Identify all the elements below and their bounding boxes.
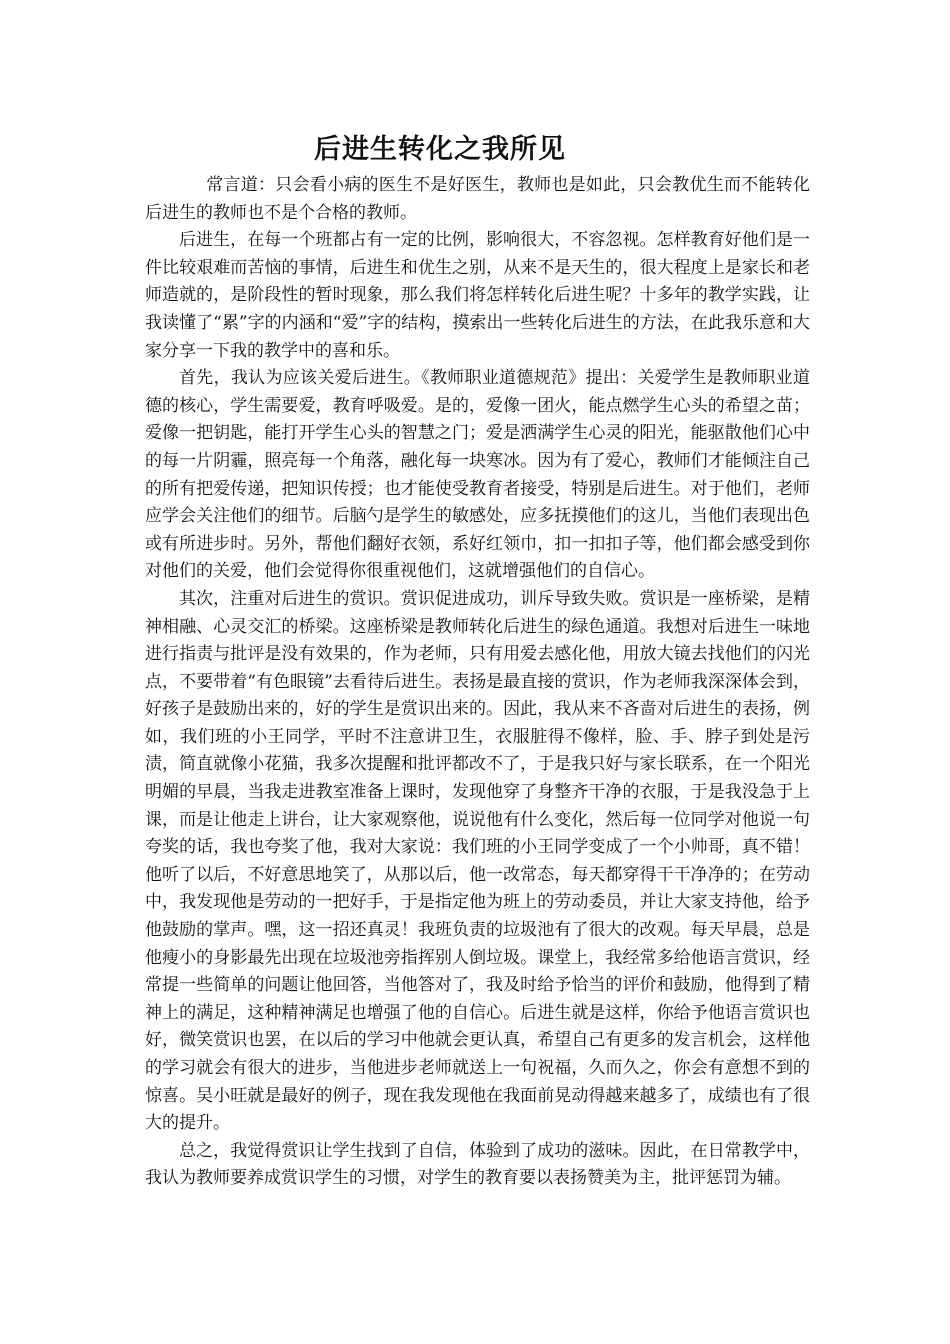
document-body bbox=[145, 172, 810, 1193]
paragraph-intro: 常言道：只会看小病的医生不是好医生，教师也是如此，只会教优生而不能转化后进生的教师也不是个合格的教师。 bbox=[145, 175, 810, 223]
paragraph-appreciation: 其次，注重对后进生的赏识。赏识促进成功，训斥导致失败。赏识是一座桥梁，是精神相融、心灵交汇的桥梁。这座桥梁是教师转化后进生的绿色通道。我想对后进生一味地进行指责与批评是没有效果的，作为老师，只有用爱去感化他，用放大镜去找他们的闪光点，不要带着“有色眼镜”去看待后进生。表扬是最直接的赏识，作为老师我深深体会到，好孩子是鼓励出来的，好的学生是赏识出来的。因此，我从来不吝啬对后进生的表扬，例如，我们班的小王同学，平时不注意讲卫生，衣服脏得不像样，脸、手、脖子到处是污渍，简直就像小花猫，我多次提醒和批评都改不了，于是我只好与家长联系，在一个阳光明媚的早晨，当我走进教室准备上课时，发现他穿了身整齐干净的衣服，于是我没急于上课，而是让他走上讲台，让大家观察他，说说他有什么变化，然后每一位同学对他说一句夸奖的话，我也夸奖了他，我对大家说：我们班的小王同学变成了一个小帅哥，真不错！他听了以后，不好意思地笑了，从那以后，他一改常态，每天都穿得干干净净的；在劳动中，我发现他是劳动的一把好手，于是指定他为班上的劳动委员，并让大家支持他，给予他鼓励的掌声。嘿，这一招还真灵！我班负责的垃圾池有了很大的改观。每天早晨，总是他瘦小的身影最先出现在垃圾池旁指挥别人倒垃圾。课堂上，我经常多给他语言赏识，经常提一些简单的问题让他回答，当他答对了，我及时给予恰当的评价和鼓励，他得到了精神上的满足，这种精神满足也增强了他的自信心。后进生就是这样，你给予他语言赏识也好，微笑赏识也罢，在以后的学习中他就会更认真，希望自己有更多的发言机会，这样他的学习就会有很大的进步，当他进步老师就送上一句祝福，久而久之，你会有意想不到的惊喜。吴小旺就是最好的例子，现在我发现他在我面前晃动得越来越多了，成绩也有了很大的提升。 bbox=[145, 588, 810, 1134]
paragraph-care: 首先，我认为应该关爱后进生。《教师职业道德规范》提出：关爱学生是教师职业道德的核心，学生需要爱，教育呼吸爱。是的，爱像一团火，能点燃学生心头的希望之苗；爱像一把钥匙，能打开学生心头的智慧之门；爱是洒满学生心灵的阳光，能驱散他们心中的每一片阴霾，照亮每一个角落，融化每一块寒冰。因为有了爱心，教师们才能倾注自己的所有把爱传递，把知识传授；也才能使受教育者接受，特别是后进生。对于他们，老师应学会关注他们的细节。后脑勺是学生的敏感处，应多抚摸他们的这儿，当他们表现出色或有所进步时。另外，帮他们翻好衣领，系好红领巾，扣一扣扣子等，他们都会感受到你对他们的关爱，他们会觉得你很重视他们，这就增强他们的自信心。 bbox=[145, 368, 810, 582]
document-title: 后进生转化之我所见 bbox=[314, 134, 566, 165]
paragraph-background: 后进生，在每一个班都占有一定的比例，影响很大，不容忽视。怎样教育好他们是一件比较艰难而苦恼的事情，后进生和优生之别，从来不是天生的，很大程度上是家长和老师造就的，是阶段性的暂时现象，那么我们将怎样转化后进生呢？十多年的教学实践，让我读懂了“累”字的内涵和“爱”字的结构，摸索出一些转化后进生的方法，在此我乐意和大家分享一下我的教学中的喜和乐。 bbox=[145, 230, 810, 361]
paragraph-conclusion: 总之，我觉得赏识让学生找到了自信，体验到了成功的滋味。因此，在日常教学中，我认为教师要养成赏识学生的习惯，对学生的教育要以表扬赞美为主，批评惩罚为辅。 bbox=[145, 1140, 810, 1189]
